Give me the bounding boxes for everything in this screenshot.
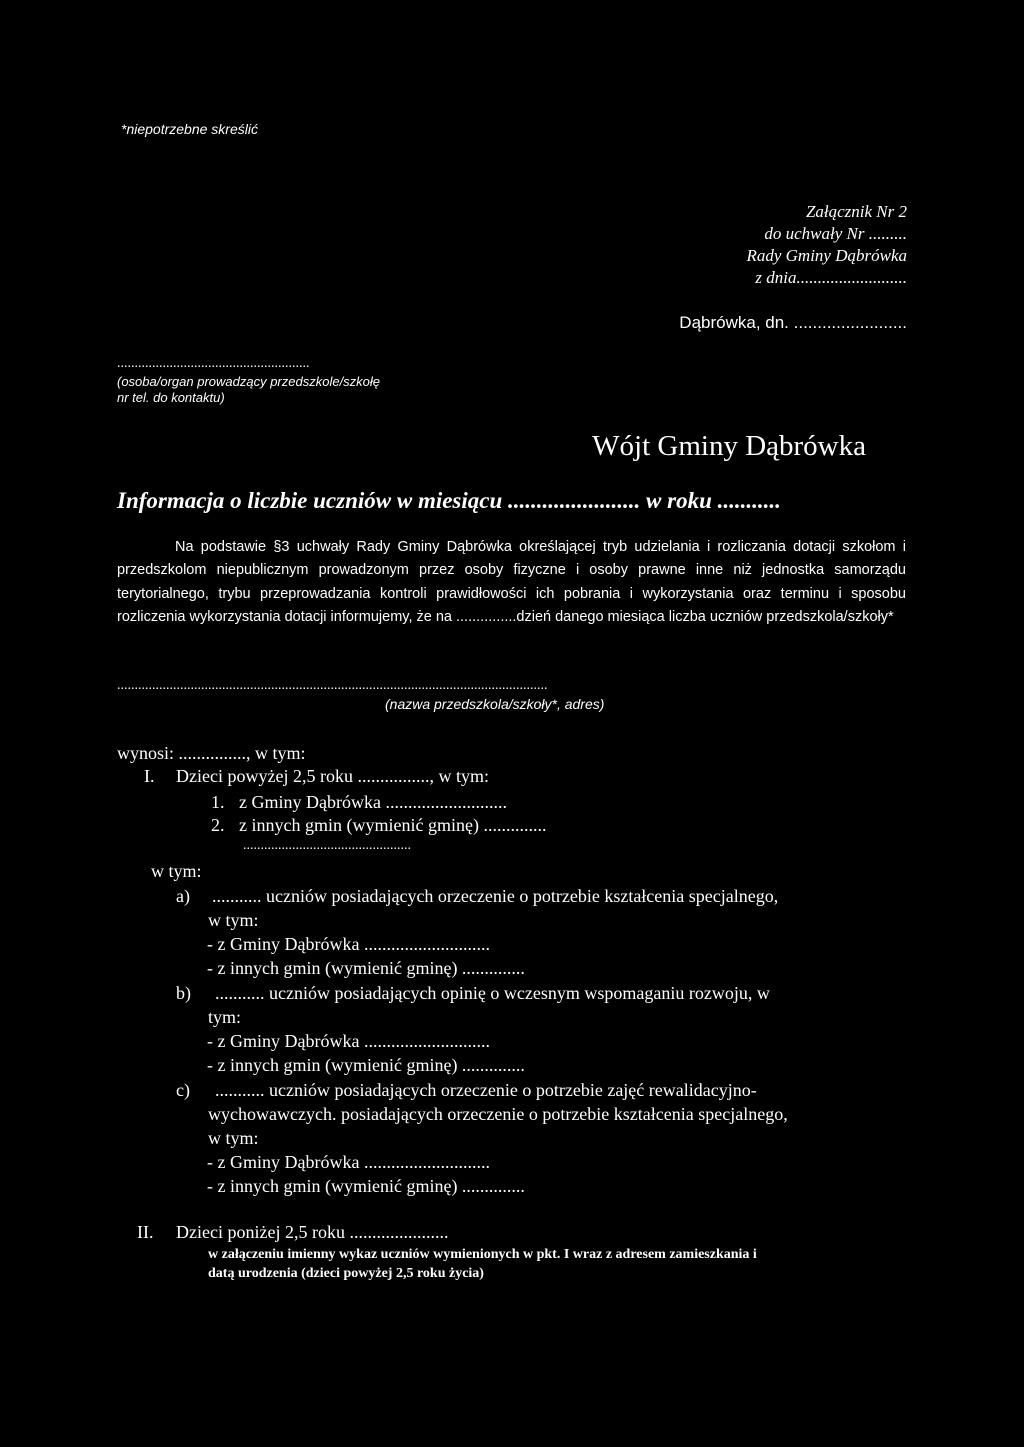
c-other-gminas: - z innych gmin (wymienić gminę) .............. [207, 1176, 525, 1196]
section-I-text: Dzieci powyżej 2,5 roku ................, w tym: [176, 766, 489, 786]
b-other-gminas: - z innych gmin (wymienić gminę) .............. [207, 1055, 525, 1075]
school-caption: (nazwa przedszkola/szkoły*, adres) [385, 696, 605, 712]
section-II-text: Dzieci poniżej 2,5 roku ...................... [176, 1222, 449, 1242]
c-from-gmina: - z Gminy Dąbrówka ............................ [207, 1152, 490, 1172]
place-date: Dąbrówka, dn. ........................ [679, 313, 907, 332]
addressee: Wójt Gminy Dąbrówka [592, 430, 866, 462]
b-text: ........... uczniów posiadających opinię o wczesnym wspomaganiu rozwoju, w [215, 983, 770, 1003]
sender-dots: ....................................................... [117, 356, 310, 371]
school-dots: ........................................................................................................................... [117, 678, 548, 693]
c-text-cont: wychowawczych. posiadających orzeczenie o potrzebie kształcenia specjalnego, [208, 1104, 788, 1124]
w-tym-label: w tym: [151, 861, 202, 881]
sender-phone-caption: nr tel. do kontaktu) [117, 390, 225, 405]
attachment-note-line1: w załączeniu imienny wykaz uczniów wymienionych w pkt. I wraz z adresem zamieszkania i [208, 1247, 757, 1262]
annex-title: Załącznik Nr 2 [805, 202, 907, 221]
item-1-text: z Gminy Dąbrówka ........................... [239, 792, 507, 812]
b-label: b) [176, 983, 191, 1003]
a-text: ........... uczniów posiadających orzeczenie o potrzebie kształcenia specjalnego, [212, 886, 779, 906]
c-text: ........... uczniów posiadających orzeczenie o potrzebie zajęć rewalidacyjno- [215, 1080, 757, 1100]
item-1-number: 1. [211, 792, 225, 812]
a-w-tym: w tym: [208, 910, 259, 930]
annex-resolution: do uchwały Nr ......... [764, 224, 907, 243]
sender-caption: (osoba/organ prowadzący przedszkole/szkołę [117, 374, 381, 389]
c-w-tym: w tym: [208, 1128, 259, 1148]
a-from-gmina: - z Gminy Dąbrówka ............................ [207, 934, 490, 954]
attachment-note-line2: datą urodzenia (dzieci powyżej 2,5 roku życia) [208, 1266, 484, 1281]
item-2-number: 2. [211, 815, 225, 835]
a-label: a) [176, 886, 190, 906]
b-w-tym: tym: [208, 1007, 242, 1027]
item-2-text: z innych gmin (wymienić gminę) .............. [239, 815, 547, 835]
footnote: *niepotrzebne skreślić [121, 121, 258, 137]
form-title: Informacja o liczbie uczniów w miesiącu ....................... w roku ........... [117, 488, 781, 513]
total-line: wynosi: ..............., w tym: [117, 743, 306, 763]
item-2-dots: ................................................ [243, 838, 411, 853]
intro-paragraph: Na podstawie §3 uchwały Rady Gminy Dąbrówka określającej tryb udzielania i rozliczania dotacji szkołom i przedszkolom niepublicznym prowadzonym przez osoby fizyczne i osoby prawne inne niż jednostka samorządu terytorialnego, trybu przeprowadzania kontroli prawidłowości ich pobrania i wykorzystania oraz terminu i sposobu rozliczenia wykorzystania dotacji informujemy, że na ...............dzień danego miesiąca liczba uczniów przedszkola/szkoły* [117, 539, 906, 625]
c-label: c) [176, 1080, 190, 1100]
section-II-number: II. [137, 1222, 154, 1242]
a-other-gminas: - z innych gmin (wymienić gminę) .............. [207, 958, 525, 978]
section-I-number: I. [144, 766, 155, 786]
annex-date: z dnia.......................... [755, 268, 907, 287]
annex-council: Rady Gminy Dąbrówka [746, 246, 907, 265]
b-from-gmina: - z Gminy Dąbrówka ............................ [207, 1031, 490, 1051]
